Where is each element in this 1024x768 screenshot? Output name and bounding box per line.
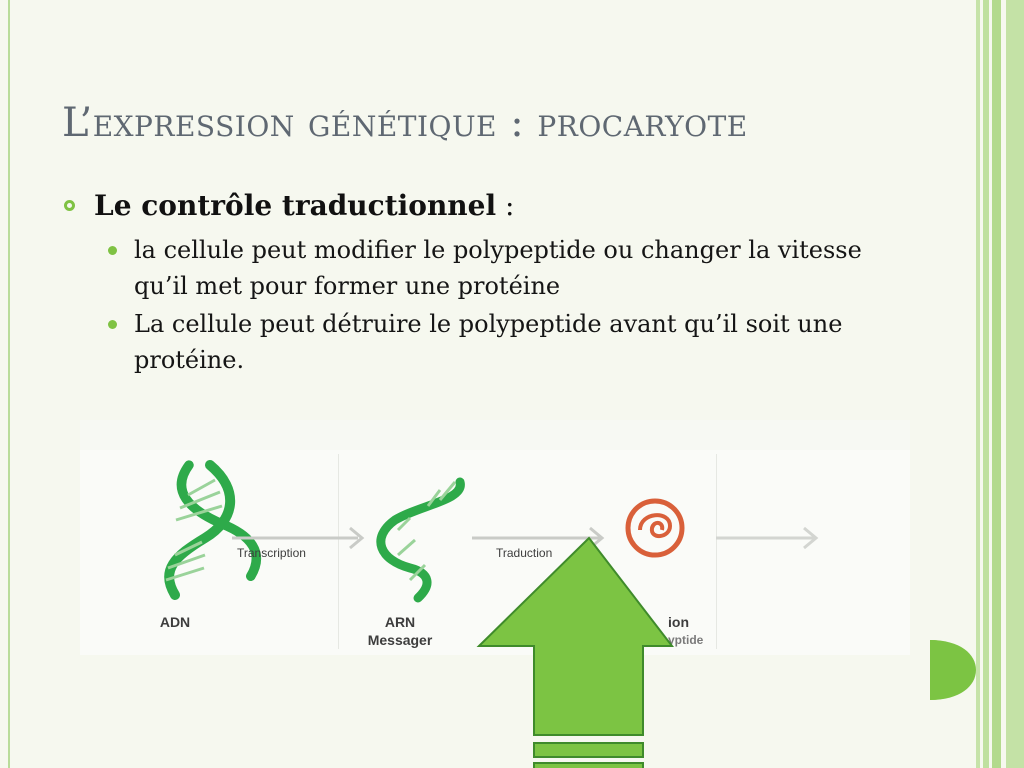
- up-arrow-icon: [476, 530, 676, 768]
- rna-label-line2: Messager: [367, 632, 433, 648]
- bullet-heading-suffix: :: [496, 189, 515, 222]
- bullet-level-1: [62, 186, 902, 226]
- rna-single-strand-icon: [381, 482, 461, 598]
- partial-label-line2: yptide: [668, 633, 704, 647]
- rna-label-line1: ARN: [384, 614, 416, 630]
- final-arrow: [716, 528, 816, 548]
- translation-label: Traduction: [496, 546, 553, 560]
- dot-bullet-icon: [108, 246, 117, 255]
- green-half-disc-icon: [930, 640, 976, 700]
- sub-bullet-text: la cellule peut modifier le polypeptide ou changer la vitesse qu’il met pour former une protéine: [134, 236, 862, 300]
- left-border-line: [8, 0, 10, 768]
- dna-label: ADN: [159, 614, 191, 630]
- dna-double-helix-icon: [166, 465, 256, 595]
- partial-label-line1: ion: [668, 614, 689, 630]
- transcription-label: Transcription: [237, 546, 306, 560]
- rna-label: [360, 613, 440, 649]
- right-decor-stripes: [976, 0, 1024, 768]
- sub-bullet-text: La cellule peut détruire le polypeptide avant qu’il soit une protéine.: [134, 310, 843, 374]
- bullet-heading: Le contrôle traductionnel: [94, 189, 497, 222]
- slide-content: [62, 186, 902, 380]
- slide-title: L’expression génétique : procaryote: [62, 100, 748, 146]
- ring-bullet-icon: [64, 200, 75, 211]
- sub-bullet: [134, 232, 902, 304]
- dot-bullet-icon: [108, 320, 117, 329]
- sub-bullet: [134, 306, 902, 378]
